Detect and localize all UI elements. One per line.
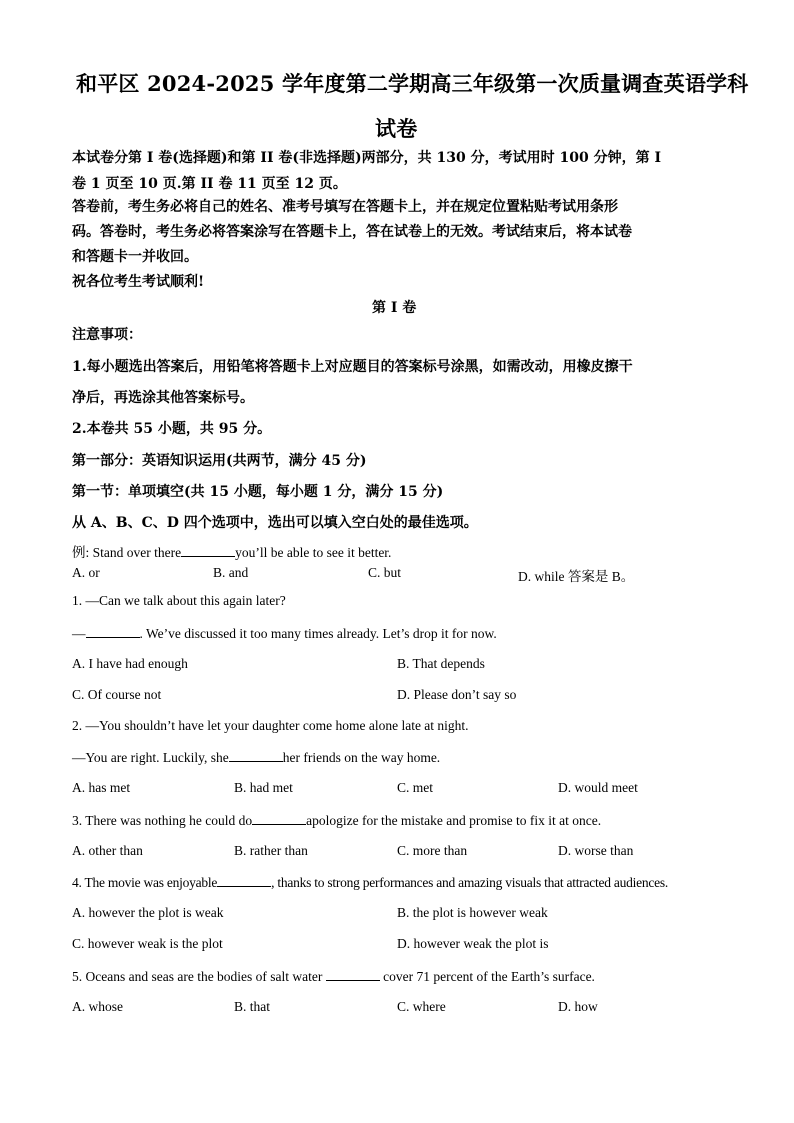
question-3-stem [72,812,601,829]
example-answer: 答案是 B。 [567,569,635,584]
example-option-with-answer [518,565,634,585]
question-2-option-d: D. would meet [558,780,638,795]
good-luck-line: 祝各位考生考试顺利! [72,274,205,290]
intro-line: 卷 1 页至 10 页.第 II 卷 11 页至 12 页。 [72,176,347,192]
exam-title-line1: 和平区 2024-2025 学年度第二学期高三年级第一次质量调查英语学科 [76,71,749,96]
reply-dash: — [72,626,86,641]
example-option: A. or [72,565,100,580]
question-5-option-c: C. where [397,999,446,1014]
intro-line: 本试卷分第 I 卷(选择题)和第 II 卷(非选择题)两部分，共 130 分，考试用时 100 分钟，第 I [72,150,662,166]
stem-text: cover 71 percent of the Earth’s surface. [383,969,595,984]
question-3-option-d: D. worse than [558,843,634,858]
note-1-line1: 1.每小题选出答案后，用铅笔将答题卡上对应题目的答案标号涂黑，如需改动，用橡皮擦干 [72,359,633,375]
question-4-option-a: A. however the plot is weak [72,905,224,920]
question-4-option-d: D. however weak the plot is [397,936,549,951]
question-4-option-c: C. however weak is the plot [72,936,223,951]
question-3-option-c: C. more than [397,843,468,858]
question-1-option-c: C. Of course not [72,687,162,702]
stem-text: , thanks to strong performances and amazing visuals that attracted audiences. [271,875,668,890]
example-stem-part: you’ll be able to see it better. [235,545,392,560]
question-4-option-b: B. the plot is however weak [397,905,548,920]
question-2-option-a: A. has met [72,780,131,795]
instruction-line: 从 A、B、C、D 四个选项中，选出可以填入空白处的最佳选项。 [72,515,478,531]
answer-blank [217,874,271,887]
question-1-option-b: B. That depends [397,656,485,671]
example-option: C. but [368,565,402,580]
answer-blank [252,812,306,825]
intro-line: 码。答卷时，考生务必将答案涂写在答题卡上，答在试卷上的无效。考试结束后，将本试卷 [72,224,632,240]
stem-text: apologize for the mistake and promise to fix it at once. [306,813,602,828]
answer-blank [326,968,380,981]
notes-heading: 注意事项： [72,327,142,343]
reply-text: —You are right. Luckily, she [72,750,229,765]
section-title: 第 I 卷 [372,300,417,316]
exam-title-line2: 试卷 [375,116,418,141]
reply-text: . We’ve discussed it too many times already. Let’s drop it for now. [139,626,497,641]
answer-blank [229,749,283,762]
question-5-option-d: D. how [558,999,598,1014]
part1-heading: 第一部分：英语知识运用(共两节，满分 45 分) [72,453,367,469]
stem-text: 4. The movie was enjoyable [72,875,218,890]
answer-blank [181,544,235,557]
question-2-reply [72,749,440,766]
example-stem [72,541,391,561]
question-2-stem: 2. —You shouldn’t have let your daughter come home alone late at night. [72,718,469,733]
question-4-stem [72,874,668,891]
question-3-option-b: B. rather than [234,843,308,858]
note-2: 2.本卷共 55 小题，共 95 分。 [72,421,272,437]
intro-line: 答卷前，考生务必将自己的姓名、准考号填写在答题卡上，并在规定位置粘贴考试用条形 [72,199,618,215]
answer-blank [86,625,140,638]
question-5-stem [72,968,595,985]
question-2-option-b: B. had met [234,780,293,795]
example-option: B. and [213,565,249,580]
reply-text: her friends on the way home. [282,750,441,765]
question-5-option-a: A. whose [72,999,123,1014]
section1-heading: 第一节：单项填空(共 15 小题，每小题 1 分，满分 15 分) [72,484,444,500]
question-1-option-d: D. Please don’t say so [397,687,517,702]
stem-text: 3. There was nothing he could do [72,813,253,828]
note-1-line2: 净后，再选涂其他答案标号。 [72,390,254,406]
question-1-stem: 1. —Can we talk about this again later? [72,593,286,608]
intro-line: 和答题卡一并收回。 [72,249,198,265]
example-stem-part: 例: Stand over there [72,545,182,560]
example-option: D. while [518,569,565,584]
question-1-reply [72,625,497,642]
question-1-option-a: A. I have had enough [72,656,188,671]
stem-text: 5. Oceans and seas are the bodies of salt water [72,969,323,984]
question-2-option-c: C. met [397,780,433,795]
question-3-option-a: A. other than [72,843,143,858]
question-5-option-b: B. that [234,999,270,1014]
